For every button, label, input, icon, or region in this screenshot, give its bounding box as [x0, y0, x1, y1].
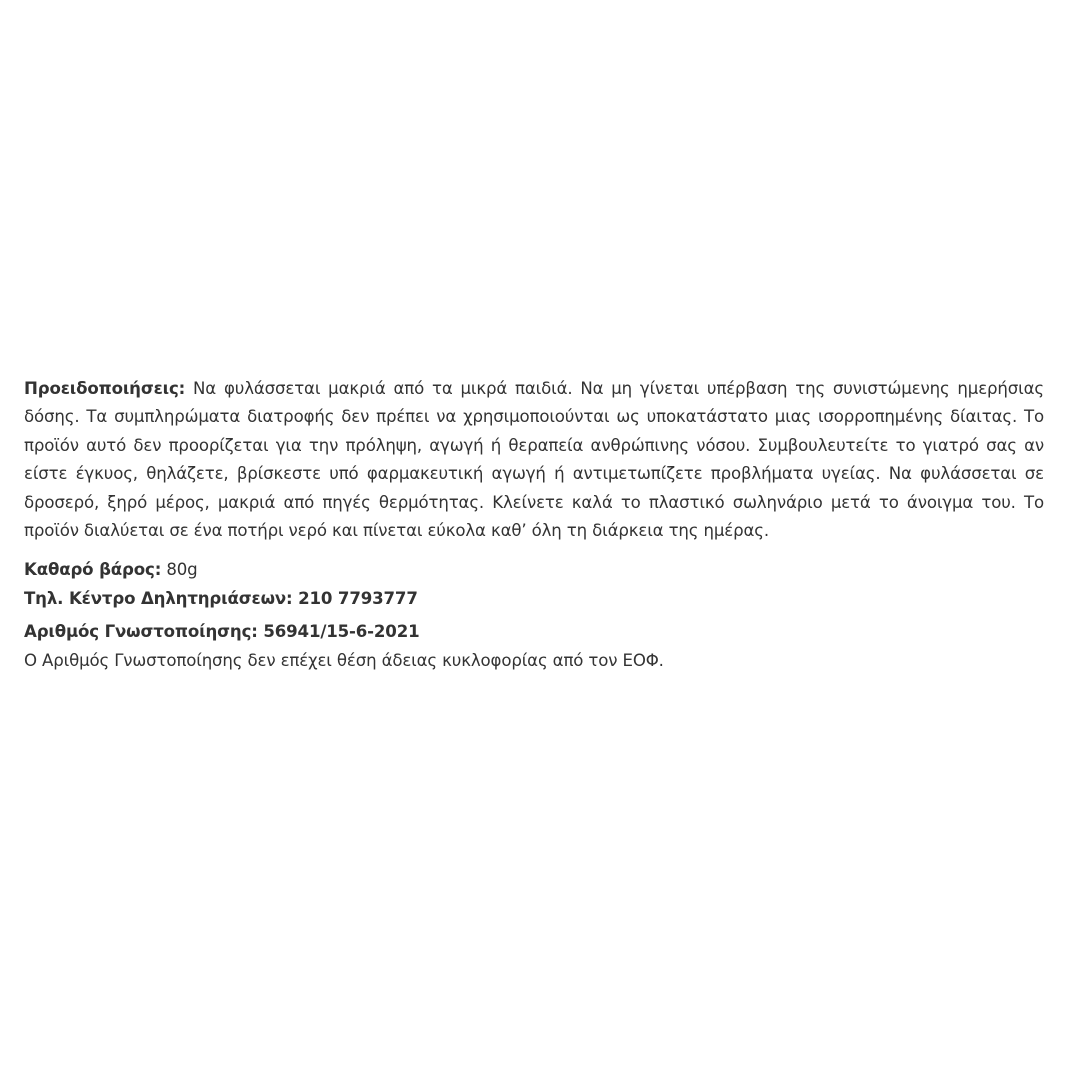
warnings-label: Προειδοποιήσεις:	[24, 379, 186, 398]
product-info	[24, 375, 1044, 675]
warnings-text: Να φυλάσσεται μακριά από τα μικρά παιδιά. Να μη γίνεται υπέρβαση της συνιστώμενης ημερήσιας δόσης. Τα συμπληρώματα διατροφής δεν πρέπει να χρησιμοποιούνται ως υποκατάστατο μιας ισορροπημένης δίαιτας. Το προϊόν αυτό δεν προορίζεται για την πρόληψη, αγωγή ή θεραπεία ανθρώπινης νόσου. Συμβουλευτείτε το γιατρό σας αν είστε έγκυος, θηλάζετε, βρίσκεστε υπό φαρμακευτική αγωγή ή αντιμετωπίζετε προβλήματα υγείας. Να φυλάσσεται σε δροσερό, ξηρό μέρος, μακριά από πηγές θερμότητας. Κλείνετε καλά το πλαστικό σωληνάριο μετά το άνοιγμα του. Το προϊόν διαλύεται σε ένα ποτήρι νερό και πίνεται εύκολα καθ’ όλη τη διάρκεια της ημέρας.	[24, 379, 1044, 541]
poison-center-line	[24, 585, 1044, 613]
net-weight-label: Καθαρό βάρος:	[24, 560, 162, 580]
notification-line	[24, 618, 1044, 646]
net-weight-line	[24, 556, 1044, 584]
net-weight-value: 80g	[161, 560, 198, 580]
warnings-paragraph	[24, 375, 1044, 545]
poison-center-label: Τηλ. Κέντρο Δηλητηριάσεων: 210 7793777	[24, 588, 418, 608]
notification-label: Αριθμός Γνωστοποίησης: 56941/15-6-2021	[24, 622, 420, 642]
notification-note: Ο Αριθμός Γνωστοποίησης δεν επέχει θέση άδειας κυκλοφορίας από τον ΕΟΦ.	[24, 650, 664, 670]
